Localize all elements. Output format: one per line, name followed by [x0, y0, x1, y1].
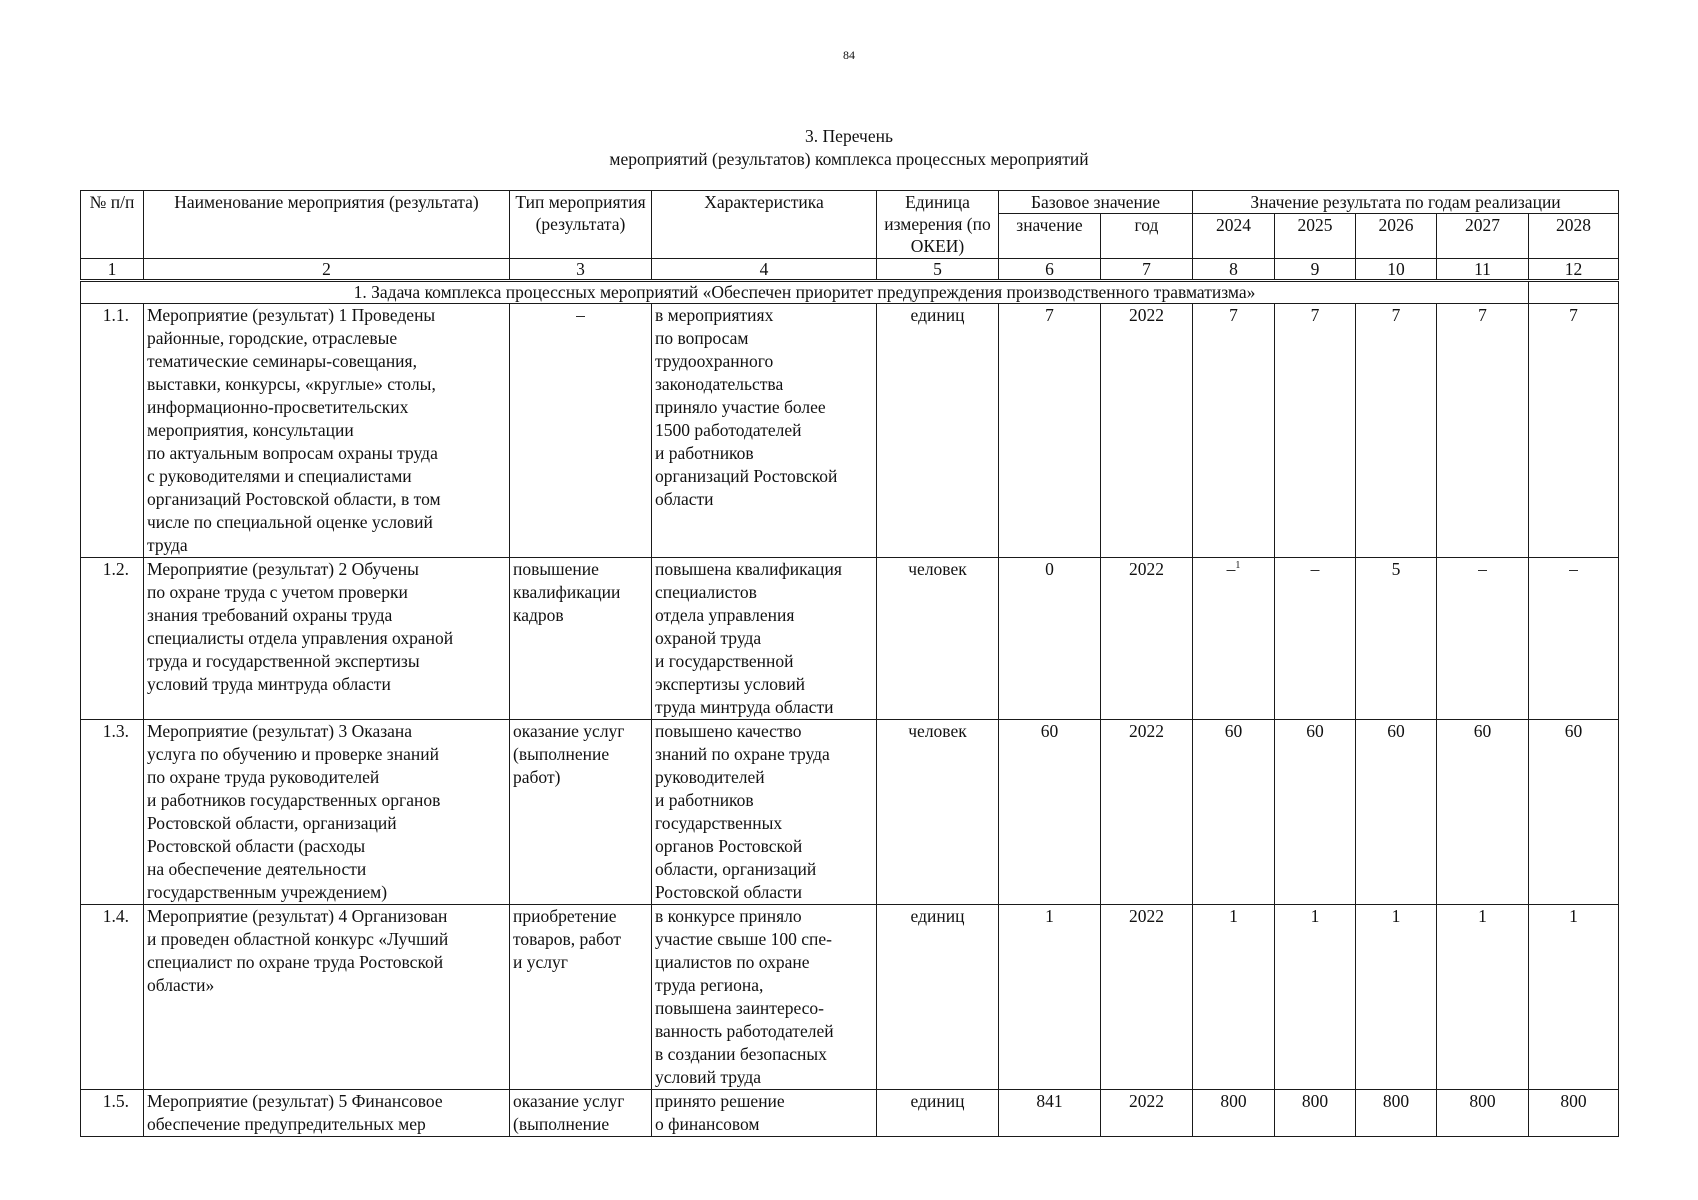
row-value-2024: 1	[1193, 905, 1275, 1090]
row-type: оказание услуг (выполнение	[510, 1090, 652, 1137]
row-base-year: 2022	[1101, 905, 1193, 1090]
row-base-year: 2022	[1101, 304, 1193, 558]
column-numbers-row	[81, 259, 1619, 281]
column-number: 1	[81, 259, 144, 281]
header-num: № п/п	[81, 191, 144, 259]
row-type: –	[510, 304, 652, 558]
row-name: Мероприятие (результат) 4 Организован и проведен областной конкурс «Лучший специалист по охране труда Ростовской области»	[144, 905, 510, 1090]
column-number: 8	[1193, 259, 1275, 281]
row-number: 1.4.	[81, 905, 144, 1090]
row-value-2028: 1	[1529, 905, 1619, 1090]
row-value-2026: 5	[1356, 558, 1437, 720]
column-number: 3	[510, 259, 652, 281]
header-base-value: значение	[999, 214, 1101, 259]
row-unit: человек	[877, 720, 999, 905]
row-value-2026: 7	[1356, 304, 1437, 558]
column-number: 11	[1437, 259, 1529, 281]
row-type: оказание услуг (выполнение работ)	[510, 720, 652, 905]
row-number: 1.3.	[81, 720, 144, 905]
row-name: Мероприятие (результат) 5 Финансовое обеспечение предупредительных мер	[144, 1090, 510, 1137]
header-characteristic: Характеристика	[652, 191, 877, 259]
column-number: 12	[1529, 259, 1619, 281]
table-row	[81, 1090, 1619, 1137]
column-number: 9	[1275, 259, 1356, 281]
row-number: 1.5.	[81, 1090, 144, 1137]
row-base-value: 841	[999, 1090, 1101, 1137]
row-value-2025: 7	[1275, 304, 1356, 558]
column-number: 10	[1356, 259, 1437, 281]
row-value-2028: 800	[1529, 1090, 1619, 1137]
header-base-year: год	[1101, 214, 1193, 259]
row-name: Мероприятие (результат) 3 Оказана услуга по обучению и проверке знаний по охране труда руководителей и работников государственных органов Ростовской области, организаций Ростовской области (расходы на обеспечение деятельности государственным учреждением)	[144, 720, 510, 905]
row-value-2028: –	[1529, 558, 1619, 720]
header-years-group: Значение результата по годам реализации	[1193, 191, 1619, 214]
row-value-2027: –	[1437, 558, 1529, 720]
column-number: 2	[144, 259, 510, 281]
row-value-2024: –$^1$	[1193, 558, 1275, 720]
row-type: повышение квалификации кадров	[510, 558, 652, 720]
table-row	[81, 558, 1619, 720]
row-base-year: 2022	[1101, 1090, 1193, 1137]
row-value-2026: 60	[1356, 720, 1437, 905]
row-base-year: 2022	[1101, 720, 1193, 905]
header-name: Наименование мероприятия (результата)	[144, 191, 510, 259]
row-number: 1.2.	[81, 558, 144, 720]
header-year-2028: 2028	[1529, 214, 1619, 259]
row-name: Мероприятие (результат) 2 Обучены по охране труда с учетом проверки знания требований охраны труда специалисты отдела управления охраной труда и государственной экспертизы условий труда минтруда области	[144, 558, 510, 720]
row-value-2025: 1	[1275, 905, 1356, 1090]
measures-table	[80, 190, 1619, 1137]
title-line-1: 3. Перечень	[805, 126, 893, 146]
row-base-value: 60	[999, 720, 1101, 905]
row-base-value: 0	[999, 558, 1101, 720]
column-number: 6	[999, 259, 1101, 281]
header-year-2025: 2025	[1275, 214, 1356, 259]
task-row	[81, 281, 1619, 304]
row-value-2026: 1	[1356, 905, 1437, 1090]
row-value-2026: 800	[1356, 1090, 1437, 1137]
table-row	[81, 304, 1619, 558]
row-value-2027: 60	[1437, 720, 1529, 905]
header-base-group: Базовое значение	[999, 191, 1193, 214]
row-value-2025: 800	[1275, 1090, 1356, 1137]
row-characteristic: в мероприятиях по вопросам трудоохранного законодательства приняло участие более 1500 работодателей и работников организаций Ростовской области	[652, 304, 877, 558]
task-empty-cell	[1529, 281, 1619, 304]
row-value-2028: 60	[1529, 720, 1619, 905]
row-base-value: 1	[999, 905, 1101, 1090]
header-unit: Единица измерения (по ОКЕИ)	[877, 191, 999, 259]
row-name: Мероприятие (результат) 1 Проведены районные, городские, отраслевые тематические семинары-совещания, выставки, конкурсы, «круглые» столы, информационно-просветительских мероприятия, консультации по актуальным вопросам охраны труда с руководителями и специалистами организаций Ростовской области, в том числе по специальной оценке условий труда	[144, 304, 510, 558]
row-number: 1.1.	[81, 304, 144, 558]
document-title	[0, 125, 1698, 171]
row-characteristic: принято решение о финансовом	[652, 1090, 877, 1137]
column-number: 5	[877, 259, 999, 281]
table-row	[81, 905, 1619, 1090]
row-unit: единиц	[877, 1090, 999, 1137]
task-title: 1. Задача комплекса процессных мероприятий «Обеспечен приоритет предупреждения производственного травматизма»	[81, 281, 1529, 304]
row-unit: человек	[877, 558, 999, 720]
header-year-2027: 2027	[1437, 214, 1529, 259]
column-number: 7	[1101, 259, 1193, 281]
row-base-year: 2022	[1101, 558, 1193, 720]
row-value-2024: 60	[1193, 720, 1275, 905]
title-line-2: мероприятий (результатов) комплекса процессных мероприятий	[609, 149, 1089, 169]
footnote-mark: 1	[1235, 560, 1241, 572]
table-row	[81, 720, 1619, 905]
row-unit: единиц	[877, 304, 999, 558]
row-value-2024: 800	[1193, 1090, 1275, 1137]
row-value-2025: 60	[1275, 720, 1356, 905]
row-unit: единиц	[877, 905, 999, 1090]
row-characteristic: в конкурсе приняло участие свыше 100 спе- циалистов по охране труда региона, повышена заинтересо- ванность работодателей в создании безопасных условий труда	[652, 905, 877, 1090]
row-value-2027: 1	[1437, 905, 1529, 1090]
header-year-2026: 2026	[1356, 214, 1437, 259]
row-value-2025: –	[1275, 558, 1356, 720]
header-year-2024: 2024	[1193, 214, 1275, 259]
column-number: 4	[652, 259, 877, 281]
header-row-1	[81, 191, 1619, 214]
row-value-2024: 7	[1193, 304, 1275, 558]
row-base-value: 7	[999, 304, 1101, 558]
row-value-2027: 800	[1437, 1090, 1529, 1137]
row-type: приобретение товаров, работ и услуг	[510, 905, 652, 1090]
header-type: Тип мероприятия (результата)	[510, 191, 652, 259]
row-value-2027: 7	[1437, 304, 1529, 558]
row-characteristic: повышено качество знаний по охране труда руководителей и работников государственных органов Ростовской области, организаций Ростовской области	[652, 720, 877, 905]
row-characteristic: повышена квалификация специалистов отдела управления охраной труда и государственной экспертизы условий труда минтруда области	[652, 558, 877, 720]
row-value-2028: 7	[1529, 304, 1619, 558]
page-number: 84	[843, 48, 855, 62]
